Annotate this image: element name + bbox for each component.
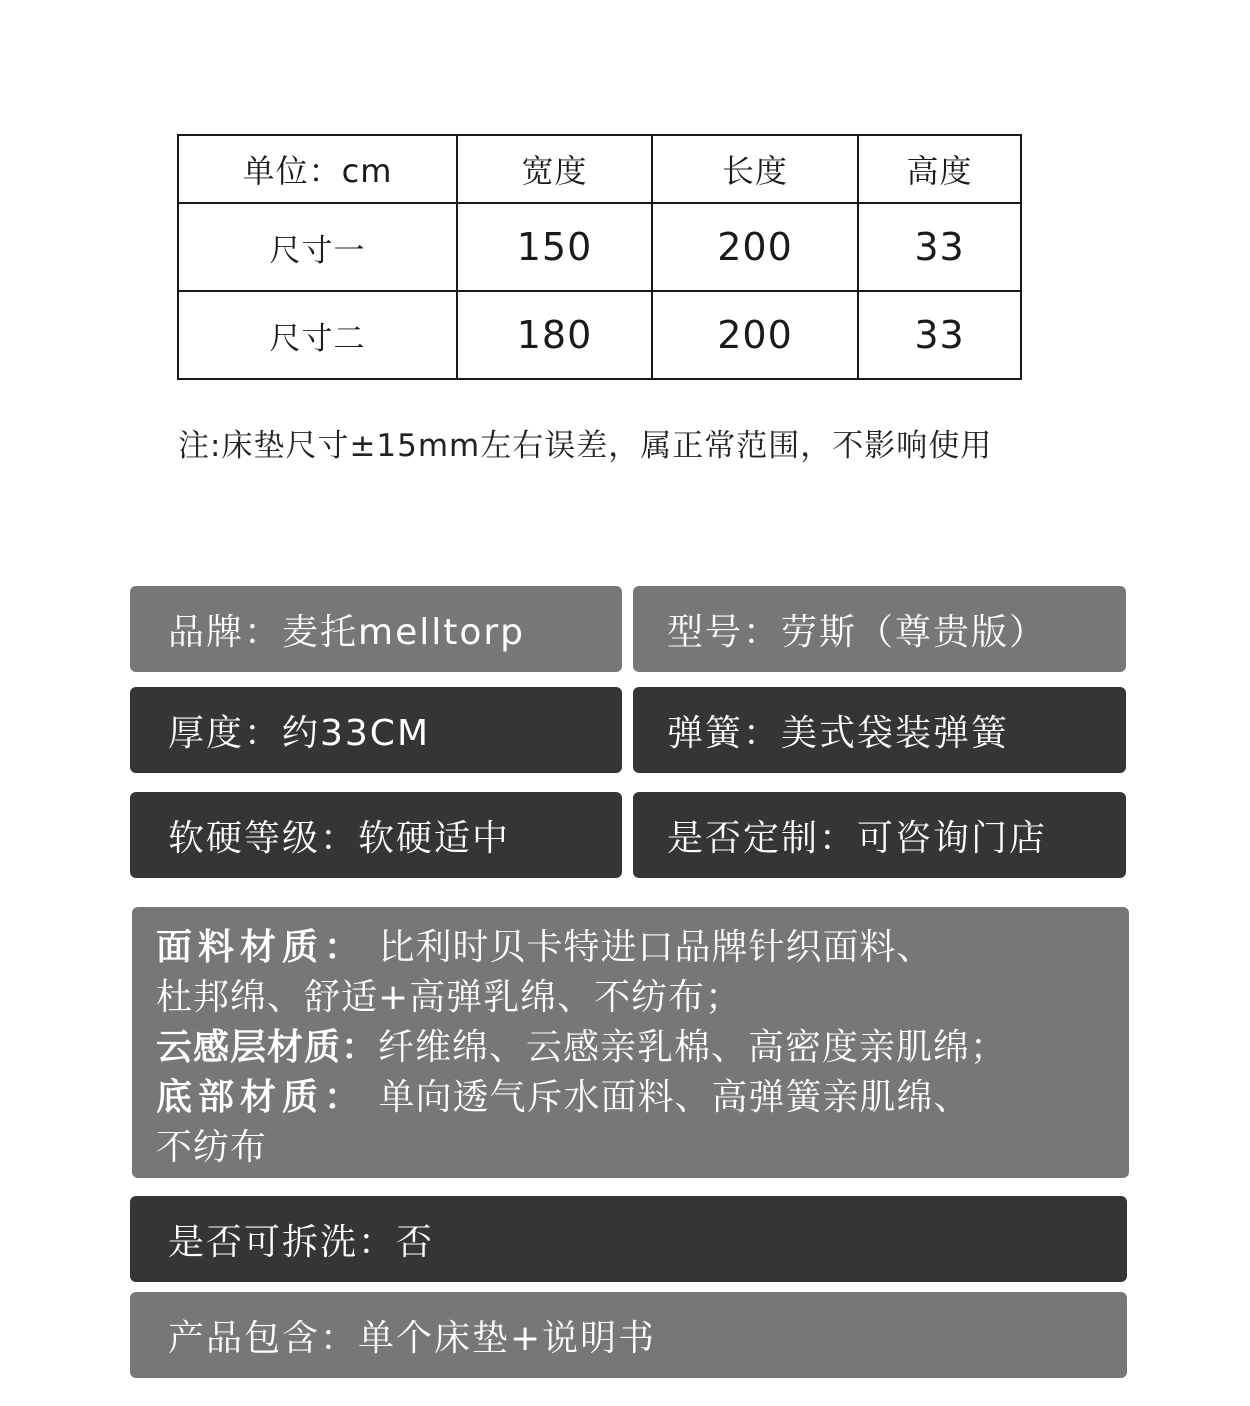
package-panel — [130, 1292, 1127, 1378]
table-cell: 200 — [652, 203, 858, 291]
fabric-label: 面料材质： — [156, 927, 367, 968]
table-row — [178, 203, 1021, 291]
firmness-text: 软硬等级：软硬适中 — [168, 817, 511, 859]
bottom-line-continued: 不纺布 — [156, 1127, 268, 1168]
comfort-layer-label: 云感层材质： — [156, 1027, 379, 1068]
custom-text: 是否定制：可咨询门店 — [667, 817, 1048, 859]
washable-panel — [130, 1196, 1127, 1282]
model-panel — [633, 586, 1126, 672]
table-cell: 33 — [858, 291, 1021, 379]
washable-text: 是否可拆洗：否 — [168, 1221, 435, 1263]
fabric-value: 比利时贝卡特进口品牌针织面料、 — [378, 927, 934, 968]
table-cell: 180 — [457, 291, 652, 379]
table-cell: 尺寸一 — [178, 203, 457, 291]
spring-panel — [633, 687, 1126, 773]
table-header-cell: 宽度 — [457, 135, 652, 203]
table-header-row — [178, 135, 1021, 203]
table-row — [178, 291, 1021, 379]
model-text: 型号：劳斯（尊贵版） — [667, 611, 1048, 653]
firmness-panel — [130, 792, 622, 878]
table-cell: 33 — [858, 203, 1021, 291]
comfort-layer-value: 纤维绵、云感亲乳棉、高密度亲肌绵； — [378, 1027, 1008, 1068]
spring-text: 弹簧：美式袋装弹簧 — [667, 712, 1010, 754]
bottom-label: 底部材质： — [156, 1077, 367, 1118]
size-table — [177, 134, 1022, 380]
thickness-text: 厚度：约33CM — [168, 712, 431, 754]
fabric-line — [156, 923, 1129, 973]
brand-text: 品牌：麦托melltorp — [168, 611, 526, 653]
bottom-value: 单向透气斥水面料、高弹簧亲肌绵、 — [378, 1077, 971, 1118]
brand-panel — [130, 586, 622, 672]
table-header-cell: 高度 — [858, 135, 1021, 203]
size-tolerance-note: 注:床垫尺寸±15mm左右误差，属正常范围，不影响使用 — [178, 428, 993, 464]
materials-panel — [132, 907, 1129, 1178]
package-text: 产品包含：单个床垫+说明书 — [168, 1317, 657, 1359]
table-header-cell: 长度 — [652, 135, 858, 203]
table-cell: 150 — [457, 203, 652, 291]
table-cell: 尺寸二 — [178, 291, 457, 379]
table-cell: 200 — [652, 291, 858, 379]
thickness-panel — [130, 687, 622, 773]
fabric-line-continued: 杜邦绵、舒适+高弹乳绵、不纺布； — [156, 977, 743, 1018]
table-header-cell: 单位：cm — [178, 135, 457, 203]
bottom-line — [156, 1073, 1129, 1123]
custom-panel — [633, 792, 1126, 878]
comfort-layer-line — [156, 1023, 1129, 1073]
